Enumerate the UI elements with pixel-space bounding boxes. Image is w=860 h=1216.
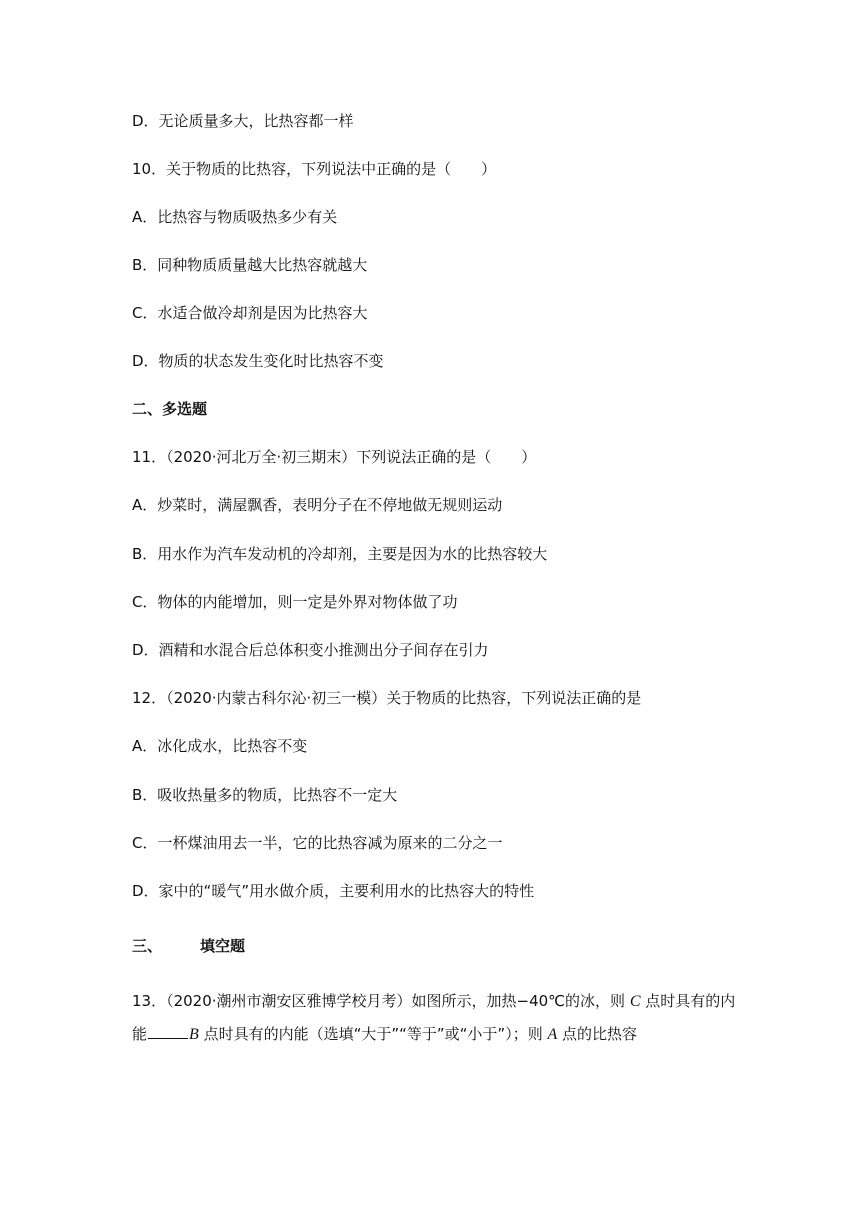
q13-text-2b: 点时具有的内能（选填“大于”“等于”或“小于”）；则	[198, 1025, 548, 1043]
section-title: 填空题	[200, 937, 246, 955]
q11-option-b: B．用水作为汽车发动机的冷却剂，主要是因为水的比热容较大	[132, 545, 548, 563]
q12-stem: 12．（2020·内蒙古科尔沁·初三一模）关于物质的比热容，下列说法正确的是	[132, 689, 642, 707]
q9-option-d: D．无论质量多大，比热容都一样	[132, 112, 354, 130]
var-b: B	[189, 1026, 199, 1043]
q11-option-c: C．物体的内能增加，则一定是外界对物体做了功	[132, 593, 458, 611]
q11-stem: 11．（2020·河北万全·初三期末）下列说法正确的是（ ）	[132, 448, 537, 466]
q10-option-d: D．物质的状态发生变化时比热容不变	[132, 352, 384, 370]
q10-stem: 10．关于物质的比热容，下列说法中正确的是（ ）	[132, 160, 497, 178]
section-number: 三、	[132, 937, 163, 955]
q12-option-a: A．冰化成水，比热容不变	[132, 737, 308, 755]
q13-text-1b: 点时具有的内	[640, 992, 736, 1010]
q13-line-1	[132, 990, 735, 1013]
q11-option-a: A．炒菜时，满屋飘香，表明分子在不停地做无规则运动	[132, 496, 503, 514]
q13-line-2	[132, 1023, 637, 1046]
var-c: C	[629, 993, 641, 1010]
q12-option-d: D．家中的“暖气”用水做介质，主要利用水的比热容大的特性	[132, 882, 535, 900]
q10-option-a: A．比热容与物质吸热多少有关	[132, 208, 338, 226]
q10-option-c: C．水适合做冷却剂是因为比热容大	[132, 304, 368, 322]
q13-text-2c: 点的比热容	[557, 1025, 638, 1043]
section-heading-multiple-choice: 二、多选题	[132, 400, 208, 418]
q13-text-2a: 能	[132, 1025, 148, 1043]
answer-blank[interactable]	[148, 1024, 188, 1039]
q11-option-d: D．酒精和水混合后总体积变小推测出分子间存在引力	[132, 641, 489, 659]
var-a: A	[547, 1026, 558, 1043]
section-heading-fill-blank	[132, 935, 245, 957]
q12-option-c: C．一杯煤油用去一半，它的比热容减为原来的二分之一	[132, 834, 503, 852]
q13-text-1a: 13．（2020·潮州市潮安区雅博学校月考）如图所示，加热−40℃的冰，则	[132, 992, 630, 1010]
q12-option-b: B．吸收热量多的物质，比热容不一定大	[132, 786, 398, 804]
q10-option-b: B．同种物质质量越大比热容就越大	[132, 256, 368, 274]
